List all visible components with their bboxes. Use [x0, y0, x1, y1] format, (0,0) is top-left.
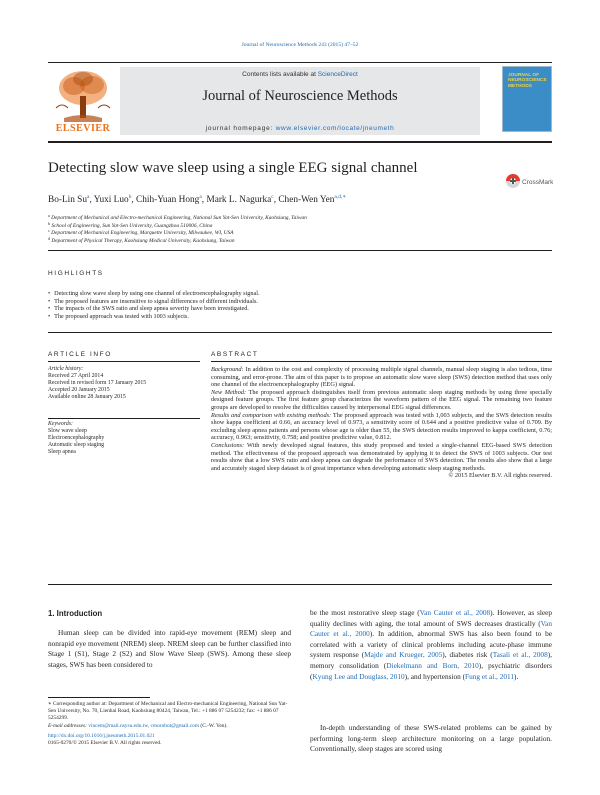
highlight-item: • The impacts of the SWS ratio and sleep apnea severity have been investigated. [48, 305, 552, 313]
cover-title: JOURNAL OF NEUROSCIENCE METHODS [508, 73, 547, 89]
abstract-paragraph: Background: In addition to the cost and complexity of processing multiple signal channels, manual sleep staging is also tedious, time consuming, and error-prone. The aim of this paper is to propose an automatic slow wave sleep (SWS) detection method that uses only one channel of the electroencephalography (EEG) signal. [211, 366, 552, 389]
intro-text: be the most restorative sleep stage ( [310, 608, 420, 617]
history-entry: Available online 28 January 2015 [48, 393, 126, 400]
email-label: E-mail addresses: [48, 722, 87, 729]
article-info-rule [48, 361, 200, 362]
author-name: Chen-Wen Yen [278, 195, 335, 205]
abstract-body [211, 366, 552, 480]
affiliation: $^a$ Department of Mechanical and Electro-mechanical Engineering, National Sun Yat-Sen University, Kaohsiung, Taiwan [48, 213, 307, 221]
history-keywords-rule [48, 418, 200, 419]
keywords-block [48, 421, 200, 456]
abstract-bottom-rule [48, 584, 552, 585]
author-affiliation-marker[interactable]: c [271, 194, 274, 200]
history-label: Article history: [48, 366, 84, 372]
top-rule [48, 62, 552, 63]
author-affiliation-marker[interactable]: a [87, 194, 90, 200]
article-info-heading: ARTICLE INFO [48, 351, 112, 358]
contents-line [120, 71, 480, 78]
header-rule [48, 141, 552, 143]
keyword: Automatic sleep staging [48, 441, 105, 448]
email-suffix: (C.-W. Yen). [199, 722, 228, 729]
introduction-heading: 1. Introduction [48, 609, 103, 618]
paper-title: Detecting slow wave sleep using a single EEG signal channel [48, 160, 418, 176]
intro-right-paragraph-2: In-depth understanding of these SWS-related problems can be gained by performing long-term sleep architecture monitoring on a large population. Conventionally, sleep stages are scored using [310, 723, 552, 754]
intro-text: ). In addition, abnormal SWS has also been found to be correlated with a variety of clinical problems including acute-phase immune system response ( [310, 629, 553, 660]
journal-cover-thumbnail[interactable] [502, 66, 552, 132]
citation-link[interactable]: Van Cauter et al., 2000 [310, 618, 552, 639]
keyword: Electroencephalography [48, 434, 105, 441]
footnote-rule [48, 697, 150, 698]
author-list: Bo-Lin Su$^a$, Yuxi Luo$^b$, Chih-Yuan Hong$^a$, Mark L. Nagurka$^c$, Chen-Wen Yen$^{a,d,∗}$ [48, 194, 347, 205]
keyword: Slow wave sleep [48, 427, 87, 434]
intro-text: ), diabetes risk ( [442, 650, 493, 660]
crossmark-badge[interactable] [505, 173, 553, 189]
history-entry: Received 27 April 2014 [48, 372, 104, 379]
journal-reference[interactable]: Journal of Neuroscience Methods 243 (2015) 47–52 [241, 42, 359, 48]
author-name: Chih-Yuan Hong [136, 195, 200, 205]
highlight-item: • The proposed features are insensitive to signal differences of different individuals. [48, 298, 552, 306]
highlight-item: • The proposed approach was tested with 1003 subjects. [48, 313, 552, 321]
abstract-rule [211, 361, 552, 362]
abstract-copyright: © 2015 Elsevier B.V. All rights reserved. [448, 472, 552, 480]
affiliation: $^c$ Department of Mechanical Engineering, Marquette University, Milwaukee, WI, USA [48, 228, 234, 236]
affiliation: $^d$ Department of Physical Therapy, Kaohsiung Medical University, Kaohsiung, Taiwan [48, 235, 235, 244]
highlights-heading: HIGHLIGHTS [48, 270, 104, 277]
highlights-list [48, 290, 552, 320]
homepage-link[interactable]: www.elsevier.com/locate/jneumeth [275, 125, 395, 132]
author-name: Yuxi Luo [93, 195, 129, 205]
highlights-rule [48, 332, 552, 333]
email-links[interactable]: vincem@mail.nsysu.edu.tw, cmorobot@gmail.com [88, 722, 200, 729]
intro-text: ). [514, 671, 519, 681]
abstract-paragraph: New Method: The proposed approach distinguishes itself from previous automatic sleep staging methods by using three specially designed feature groups. The first feature group characterizes the waveform pattern of the EEG signal. The remaining two feature groups are developed to resolve the difficulties caused by interpersonal EEG signal differences. [211, 388, 552, 411]
issn-line: 0165-0270/© 2015 Elsevier B.V. All rights reserved. [48, 740, 162, 747]
keyword: Sleep apnea [48, 448, 76, 455]
citation-link[interactable]: Fung et al., 2011 [465, 671, 515, 681]
intro-right-paragraph-1 [310, 608, 552, 682]
abstract-paragraph: Conclusions: With newly developed signal features, this study proposed and tested a single-channel EEG-based SWS detection method. The effectiveness of the proposed approach was demonstrated by applying it to detect the SWS of 1003 subjects. Our test results show that a low SWS ratio and sleep apnea can degrade the performance of SWS detection. The results also show that a large and accurately staged sleep dataset is of great importance when developing automatic sleep staging methods. [211, 441, 552, 472]
crossmark-label: CrossMark [522, 179, 553, 186]
corresponding-author-note: ∗ Corresponding author at: Department of Mechanical and Electro-mechanical Engineering, National Sun Yat-Sen University, No. 70, Lienhai Road, Kaohsiung 80424, Taiwan, Tel.: +1 886 07 5254232; fax: +1 886 07 5254299. [48, 701, 288, 722]
author-name: Mark L. Nagurka [206, 195, 272, 205]
highlight-item: • Detecting slow wave sleep by using one channel of electroencephalography signal. [48, 290, 552, 298]
keywords-label: Keywords: [48, 421, 73, 427]
email-line [48, 723, 291, 730]
author-affiliation-marker[interactable]: a,d,∗ [334, 194, 347, 200]
intro-text: ). However, as sleep quality declines with aging, the total amount of SWS decreases drastically ( [310, 608, 552, 628]
abstract-paragraph: Results and comparison with existing methods: The proposed approach was tested with 1,003 subjects, and the SWS detection results show kappa coefficient at 0.66, an accuracy level of 0.973, a sensitivity score of 0.644 and a positive predictive value of 0.709. By excluding sleep apnea patients and persons whose age is older than 55, the SWS detection results improved to kappa coefficient, 0.76; accuracy, 0.963; sensitivity, 0.758; and positive predictive value, 0.812. [211, 411, 552, 442]
affiliation: $^b$ School of Engineering, Sun Yat-Sen University, Guangzhou 510006, China [48, 220, 213, 229]
citation-link[interactable]: Van Cauter et al., 2008 [419, 608, 491, 617]
doi-link[interactable]: http://dx.doi.org/10.1016/j.jneumeth.2015.01.021 [48, 732, 155, 739]
intro-text: ), and hypertension ( [404, 671, 466, 681]
citation-link[interactable]: Tasali et al., 2008 [492, 650, 548, 660]
citation-link[interactable]: Kyung Lee and Douglass, 2010 [312, 671, 405, 681]
sciencedirect-link[interactable]: ScienceDirect [317, 71, 358, 78]
homepage-prefix: journal homepage: [205, 125, 274, 132]
journal-title: Journal of Neuroscience Methods [202, 88, 398, 104]
history-entry: Received in revised form 17 January 2015 [48, 379, 147, 386]
intro-text: ), psychiatric disorders ( [310, 660, 552, 681]
author-name: Bo-Lin Su [48, 195, 87, 205]
intro-text: ), memory consolidation ( [310, 650, 552, 670]
article-history [48, 366, 200, 401]
elsevier-wordmark: ELSEVIER [55, 123, 111, 134]
citation-link[interactable]: Diekelmann and Born, 2010 [386, 660, 479, 670]
affiliation-rule [48, 250, 552, 251]
abstract-heading: ABSTRACT [211, 351, 259, 358]
citation-link[interactable]: Majde and Krueger, 2005 [364, 650, 443, 660]
author-affiliation-marker[interactable]: b [128, 194, 132, 200]
contents-prefix: Contents lists available at [242, 71, 316, 78]
journal-homepage-line [120, 125, 480, 132]
author-affiliation-marker[interactable]: a [199, 194, 202, 200]
footnote-block [48, 701, 291, 747]
intro-left-paragraph: Human sleep can be divided into rapid-eye movement (REM) sleep and nonrapid eye movement (NREM) sleep. NREM sleep can be further classified into Stage 1 (S1), Stage 2 (S2) and Slow Wave Sleep (SWS). Among these sleep stages, SWS has been considered to [48, 628, 291, 669]
history-entry: Accepted 20 January 2015 [48, 386, 110, 393]
